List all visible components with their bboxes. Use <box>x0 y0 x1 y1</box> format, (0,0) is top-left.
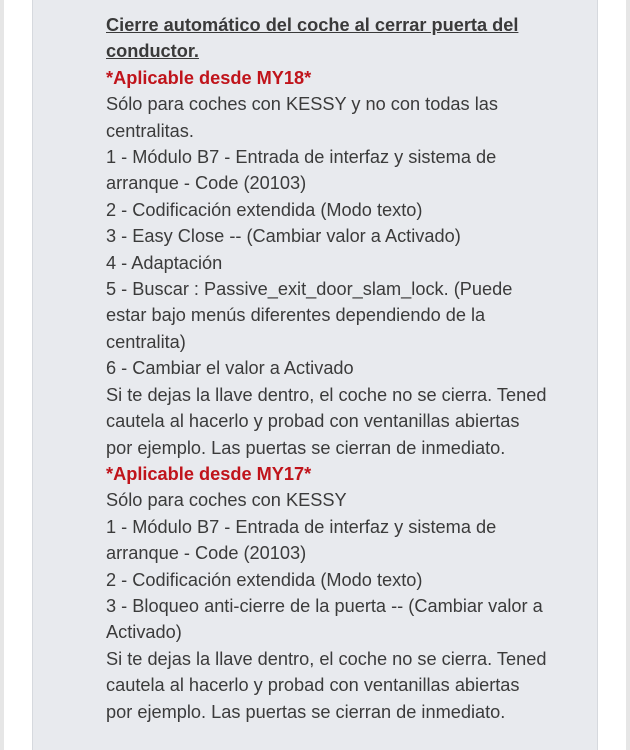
my17-line-8: cautela al hacerlo y probad con ventanillas abiertas <box>106 675 520 696</box>
my17-line-7: Si te dejas la llave dentro, el coche no se cierra. Tened <box>106 648 547 669</box>
my17-line-4: 2 - Codificación extendida (Modo texto) <box>106 569 423 590</box>
applicable-my17-label: *Aplicable desde MY17* <box>106 463 312 484</box>
my18-line-13: cautela al hacerlo y probad con ventanillas abiertas <box>106 411 520 432</box>
my18-line-11: 6 - Cambiar el valor a Activado <box>106 358 354 379</box>
my17-line-3: arranque - Code (20103) <box>106 543 307 564</box>
my17-line-2: 1 - Módulo B7 - Entrada de interfaz y sistema de <box>106 516 497 537</box>
applicable-my18-label: *Aplicable desde MY18* <box>106 67 312 88</box>
my17-line-5: 3 - Bloqueo anti-cierre de la puerta -- (Cambiar valor a <box>106 595 543 616</box>
my18-line-8: 5 - Buscar : Passive_exit_door_slam_lock. (Puede <box>106 279 513 300</box>
left-edge <box>0 0 4 750</box>
my18-line-5: 2 - Codificación extendida (Modo texto) <box>106 199 423 220</box>
my18-line-4: arranque - Code (20103) <box>106 173 307 194</box>
my17-line-6: Activado) <box>106 622 182 643</box>
my18-line-12: Si te dejas la llave dentro, el coche no se cierra. Tened <box>106 384 547 405</box>
my18-line-3: 1 - Módulo B7 - Entrada de interfaz y sistema de <box>106 147 497 168</box>
my18-line-6: 3 - Easy Close -- (Cambiar valor a Activado) <box>106 226 461 247</box>
my18-line-10: centralita) <box>106 331 186 352</box>
post-content <box>106 12 562 725</box>
section-title-line-2: conductor. <box>106 41 199 62</box>
my18-line-9: estar bajo menús diferentes dependiendo de la <box>106 305 486 326</box>
section-title-line-1: Cierre automático del coche al cerrar puerta del <box>106 15 519 35</box>
my18-line-2: centralitas. <box>106 120 194 141</box>
my18-line-1: Sólo para coches con KESSY y no con todas las <box>106 94 498 115</box>
my17-line-1: Sólo para coches con KESSY <box>106 490 347 511</box>
my18-line-14: por ejemplo. Las puertas se cierran de inmediato. <box>106 437 506 458</box>
my17-line-9: por ejemplo. Las puertas se cierran de inmediato. <box>106 701 506 722</box>
right-edge <box>626 0 630 750</box>
my18-line-7: 4 - Adaptación <box>106 252 223 273</box>
